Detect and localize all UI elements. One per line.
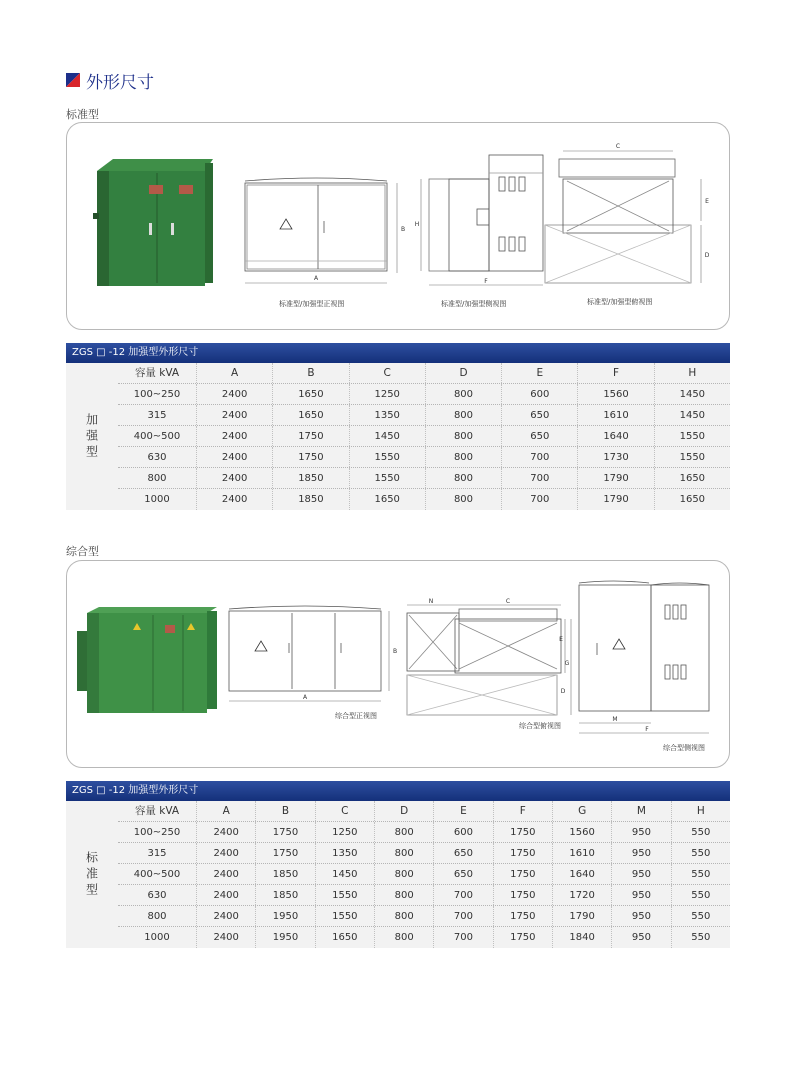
combined-dim-d-label: D — [560, 688, 566, 695]
combined-dim-e-label: E — [559, 636, 563, 643]
table-cell: 800 — [374, 906, 433, 926]
table-cell: 1750 — [493, 885, 552, 905]
table-cell: 650 — [433, 864, 492, 884]
table-row — [118, 468, 730, 489]
table-header-cell: D — [425, 363, 501, 383]
table-cell: 1450 — [315, 864, 374, 884]
standard-side-caption: 标准型/加强型侧视图 — [441, 300, 507, 308]
table-cell: 1750 — [493, 822, 552, 842]
table-cell: 700 — [433, 906, 492, 926]
standard-front-caption: 标准型/加强型正视图 — [279, 300, 345, 308]
table-cell: 1250 — [349, 384, 425, 404]
standard-top-caption: 标准型/加强型俯视图 — [587, 298, 653, 306]
section-heading — [66, 68, 154, 92]
table-cell: 1450 — [349, 426, 425, 446]
combined-cabinet-photo — [77, 607, 217, 713]
table-cell: 950 — [611, 822, 670, 842]
table-cell: 1550 — [315, 885, 374, 905]
table-cell: 1450 — [654, 384, 730, 404]
table-cell: 1950 — [255, 906, 314, 926]
table-cell: 1550 — [349, 447, 425, 467]
combined-dimension-table — [66, 781, 730, 948]
table-cell: 1650 — [654, 468, 730, 488]
table-cell: 800 — [374, 822, 433, 842]
table-cell: 2400 — [196, 447, 272, 467]
table-cell: 400~500 — [133, 869, 181, 880]
table-cell: 950 — [611, 843, 670, 863]
table-cell: 2400 — [196, 822, 255, 842]
table-header-cell: G — [552, 801, 611, 821]
table-cell: 1750 — [493, 843, 552, 863]
table-cell: 800 — [425, 405, 501, 425]
table-cell: 650 — [433, 843, 492, 863]
table-cell: 950 — [611, 864, 670, 884]
table-header-cell: C — [349, 363, 425, 383]
table-row — [118, 405, 730, 426]
table-cell: 950 — [611, 885, 670, 905]
table-cell: 600 — [501, 384, 577, 404]
table-cell: 2400 — [196, 426, 272, 446]
standard-front-view — [245, 178, 397, 283]
standard-dimension-table — [66, 343, 730, 510]
table-cell: 1350 — [315, 843, 374, 863]
table-header-cell: 容量 kVA — [134, 367, 180, 379]
table-cell: 800 — [374, 885, 433, 905]
dim-d-label: D — [704, 252, 710, 259]
table-cell: 1950 — [255, 927, 314, 948]
table-row — [118, 426, 730, 447]
table-header-cell: H — [654, 363, 730, 383]
standard-side-view — [421, 155, 543, 285]
table-cell: 1750 — [493, 906, 552, 926]
table-cell: 800 — [425, 468, 501, 488]
combined-top-caption: 综合型俯视图 — [519, 722, 561, 730]
table-header-cell: F — [577, 363, 653, 383]
table-cell: 1750 — [493, 864, 552, 884]
combined-type-label: 综合型 — [66, 545, 99, 558]
table-cell: 2400 — [196, 489, 272, 510]
table-cell: 1640 — [552, 864, 611, 884]
table-cell: 2400 — [196, 885, 255, 905]
table-row — [118, 843, 730, 864]
table-header-row — [118, 363, 730, 384]
table-cell: 100~250 — [133, 389, 181, 400]
table-cell: 100~250 — [133, 827, 181, 838]
table-header-cell: B — [272, 363, 348, 383]
table-cell: 2400 — [196, 843, 255, 863]
section-marker-icon — [66, 73, 80, 87]
table-cell: 1720 — [552, 885, 611, 905]
table-cell: 950 — [611, 927, 670, 948]
table-cell: 1550 — [349, 468, 425, 488]
combined-side-view — [579, 581, 709, 733]
table-cell: 1610 — [577, 405, 653, 425]
table-cell: 1250 — [315, 822, 374, 842]
table-header-cell: H — [671, 801, 730, 821]
table-cell: 1650 — [349, 489, 425, 510]
table-cell: 800 — [147, 473, 167, 484]
table-cell: 1850 — [272, 489, 348, 510]
table-cell: 1840 — [552, 927, 611, 948]
table-cell: 315 — [147, 410, 167, 421]
table-cell: 315 — [147, 848, 167, 859]
table-cell: 1790 — [577, 468, 653, 488]
table-row — [118, 864, 730, 885]
table-cell: 700 — [501, 447, 577, 467]
section-title: 外形尺寸 — [86, 72, 154, 93]
table-cell: 950 — [611, 906, 670, 926]
dim-c-label: C — [615, 143, 621, 150]
combined-table-title: ZGS □ -12 加强型外形尺寸 — [66, 781, 730, 801]
table-cell: 630 — [147, 452, 167, 463]
table-cell: 1650 — [272, 405, 348, 425]
table-header-cell: M — [611, 801, 670, 821]
dim-h-label: H — [414, 221, 420, 228]
combined-table-side-label: 标准型 — [84, 850, 99, 899]
table-header-row — [118, 801, 730, 822]
table-header-cell: E — [433, 801, 492, 821]
combined-dim-f-label: F — [645, 726, 649, 733]
table-cell: 800 — [425, 426, 501, 446]
combined-top-view — [407, 605, 571, 715]
table-cell: 1650 — [654, 489, 730, 510]
table-cell: 400~500 — [133, 431, 181, 442]
table-cell: 550 — [671, 927, 730, 948]
dim-f-label: F — [484, 278, 488, 285]
table-cell: 650 — [501, 426, 577, 446]
table-header-cell: 容量 kVA — [134, 805, 180, 817]
table-cell: 800 — [374, 843, 433, 863]
table-cell: 1560 — [552, 822, 611, 842]
table-cell: 1790 — [577, 489, 653, 510]
table-cell: 1000 — [144, 932, 170, 943]
combined-front-view — [229, 606, 389, 701]
table-cell: 1610 — [552, 843, 611, 863]
table-cell: 2400 — [196, 864, 255, 884]
table-row — [118, 489, 730, 510]
table-cell: 1350 — [349, 405, 425, 425]
combined-dim-g-label: G — [564, 660, 570, 667]
table-cell: 1750 — [493, 927, 552, 948]
table-cell: 550 — [671, 822, 730, 842]
combined-dim-n-label: N — [428, 598, 434, 605]
table-cell: 800 — [425, 447, 501, 467]
dim-e-label: E — [705, 198, 709, 205]
table-cell: 1790 — [552, 906, 611, 926]
table-cell: 1850 — [255, 864, 314, 884]
table-header-cell: D — [374, 801, 433, 821]
standard-table-side-label: 加强型 — [84, 412, 99, 461]
dim-b-label: B — [400, 226, 406, 233]
standard-top-view — [545, 151, 701, 283]
table-cell: 550 — [671, 864, 730, 884]
table-cell: 2400 — [196, 384, 272, 404]
table-cell: 1750 — [272, 447, 348, 467]
table-cell: 700 — [501, 468, 577, 488]
table-cell: 700 — [433, 927, 492, 948]
table-cell: 1730 — [577, 447, 653, 467]
table-cell: 550 — [671, 906, 730, 926]
table-header-cell: F — [493, 801, 552, 821]
table-header-cell: A — [196, 363, 272, 383]
table-cell: 2400 — [196, 927, 255, 948]
standard-type-label: 标准型 — [66, 108, 99, 121]
table-cell: 800 — [425, 384, 501, 404]
table-cell: 650 — [501, 405, 577, 425]
table-cell: 2400 — [196, 468, 272, 488]
table-header-cell: C — [315, 801, 374, 821]
table-row — [118, 927, 730, 948]
table-row — [118, 447, 730, 468]
table-header-cell: A — [196, 801, 255, 821]
table-cell: 1650 — [315, 927, 374, 948]
table-cell: 800 — [425, 489, 501, 510]
table-cell: 800 — [374, 864, 433, 884]
table-cell: 1000 — [144, 494, 170, 505]
table-cell: 1640 — [577, 426, 653, 446]
table-cell: 550 — [671, 885, 730, 905]
combined-dim-a-label: A — [302, 694, 308, 701]
standard-drawings-panel — [66, 122, 730, 330]
table-cell: 2400 — [196, 906, 255, 926]
combined-front-caption: 综合型正视图 — [335, 712, 377, 720]
table-cell: 1550 — [654, 447, 730, 467]
combined-dim-b-label: B — [392, 648, 398, 655]
table-cell: 800 — [147, 911, 167, 922]
table-cell: 1750 — [272, 426, 348, 446]
standard-table-title: ZGS □ -12 加强型外形尺寸 — [66, 343, 730, 363]
table-cell: 600 — [433, 822, 492, 842]
table-cell: 700 — [433, 885, 492, 905]
table-header-cell: B — [255, 801, 314, 821]
table-cell: 1850 — [255, 885, 314, 905]
dim-a-label: A — [313, 275, 319, 282]
table-row — [118, 384, 730, 405]
table-cell: 800 — [374, 927, 433, 948]
standard-table-body — [118, 363, 730, 510]
table-cell: 1560 — [577, 384, 653, 404]
combined-dim-c-label: C — [505, 598, 511, 605]
standard-cabinet-photo — [93, 159, 213, 286]
table-row — [118, 906, 730, 927]
table-cell: 1450 — [654, 405, 730, 425]
table-cell: 1550 — [654, 426, 730, 446]
table-header-cell: E — [501, 363, 577, 383]
table-cell: 1750 — [255, 843, 314, 863]
table-cell: 1650 — [272, 384, 348, 404]
table-cell: 2400 — [196, 405, 272, 425]
combined-drawings — [67, 561, 730, 768]
combined-dim-m-label: M — [612, 716, 618, 723]
table-row — [118, 822, 730, 843]
table-cell: 700 — [501, 489, 577, 510]
combined-table-body — [118, 801, 730, 948]
table-cell: 550 — [671, 843, 730, 863]
table-cell: 1550 — [315, 906, 374, 926]
table-cell: 1750 — [255, 822, 314, 842]
combined-side-caption: 综合型侧视图 — [663, 744, 705, 752]
table-cell: 630 — [147, 890, 167, 901]
table-cell: 1850 — [272, 468, 348, 488]
table-row — [118, 885, 730, 906]
combined-drawings-panel — [66, 560, 730, 768]
